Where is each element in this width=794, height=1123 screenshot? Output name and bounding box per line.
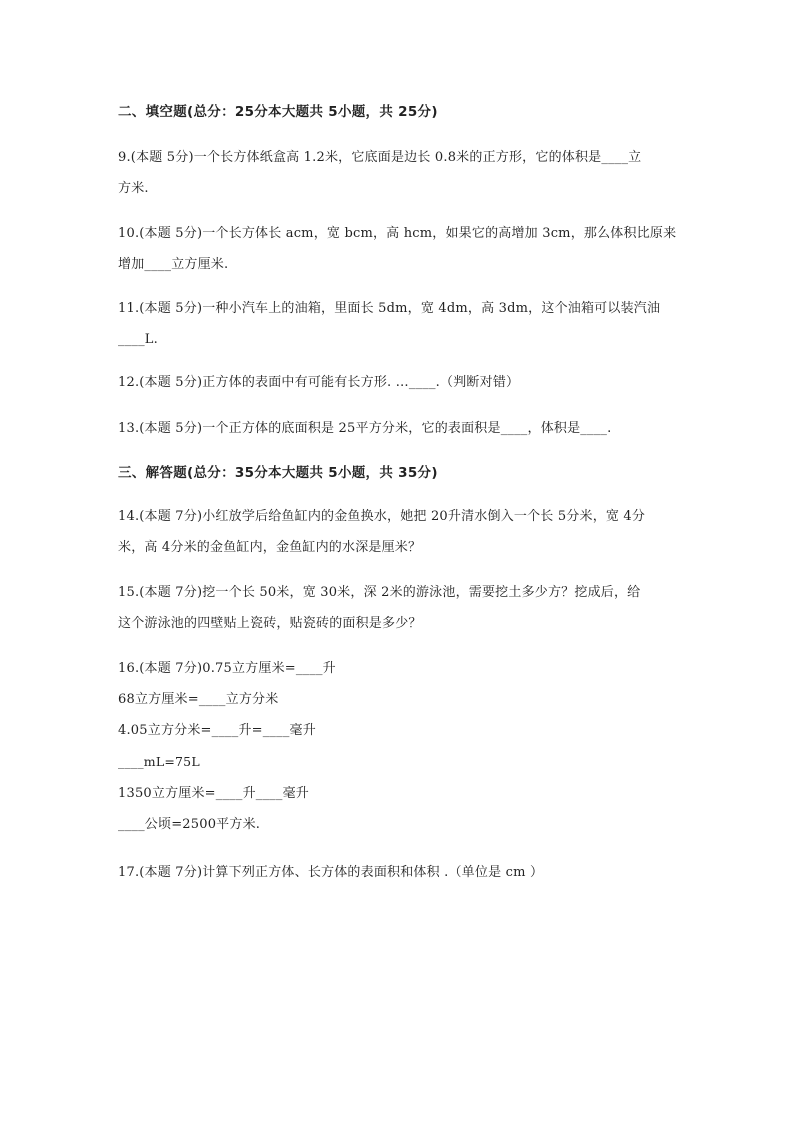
question-16-line-2: 68立方厘米=____立方分米 [118,692,279,707]
question-15-line-1: 15.(本题 7分)挖一个长 50米，宽 30米，深 2米的游泳池，需要挖土多少方？挖成后，给 [118,585,641,600]
question-11-line-1: 11.(本题 5分)一种小汽车上的油箱，里面长 5dm，宽 4dm，高 3dm，这个油箱可以装汽油 [118,301,661,316]
question-16-line-5: 1350立方厘米=____升____毫升 [118,786,309,801]
question-16-line-3: 4.05立方分米=____升=____毫升 [118,723,316,738]
question-13-line-1: 13.(本题 5分)一个正方体的底面积是 25平方分米，它的表面积是____，体积是____. [118,421,612,436]
question-9-line-1: 9.(本题 5分)一个长方体纸盒高 1.2米，它底面是边长 0.8米的正方形，它的体积是____立 [118,150,642,165]
question-10-line-2: 增加____立方厘米. [118,257,229,272]
question-14-line-2: 米，高 4分米的金鱼缸内，金鱼缸内的水深是厘米？ [118,540,422,555]
question-12-line-1: 12.(本题 5分)正方体的表面中有可能有长方形. …____.（判断对错） [118,375,520,390]
question-9-line-2: 方米. [118,181,149,196]
question-15-line-2: 这个游泳池的四壁贴上瓷砖，贴瓷砖的面积是多少？ [118,616,422,631]
question-16-line-1: 16.(本题 7分)0.75立方厘米=____升 [118,661,336,676]
question-14-line-1: 14.(本题 7分)小红放学后给鱼缸内的金鱼换水，她把 20升清水倒入一个长 5分米，宽 4分 [118,509,646,524]
question-11-line-2: ____L. [118,332,158,347]
section-heading-solve: 三、解答题(总分：35分本大题共 5小题，共 35分) [118,465,438,481]
question-17-line-1: 17.(本题 7分)计算下列正方体、长方体的表面积和体积 .（单位是 cm ） [118,865,544,880]
question-16-line-6: ____公顷=2500平方米. [118,817,261,832]
section-heading-fill-in: 二、填空题(总分：25分本大题共 5小题，共 25分) [118,104,438,120]
question-10-line-1: 10.(本题 5分)一个长方体长 acm，宽 bcm，高 hcm，如果它的高增加 3cm，那么体积比原来 [118,226,677,241]
question-16-line-4: ____mL=75L [118,754,200,769]
